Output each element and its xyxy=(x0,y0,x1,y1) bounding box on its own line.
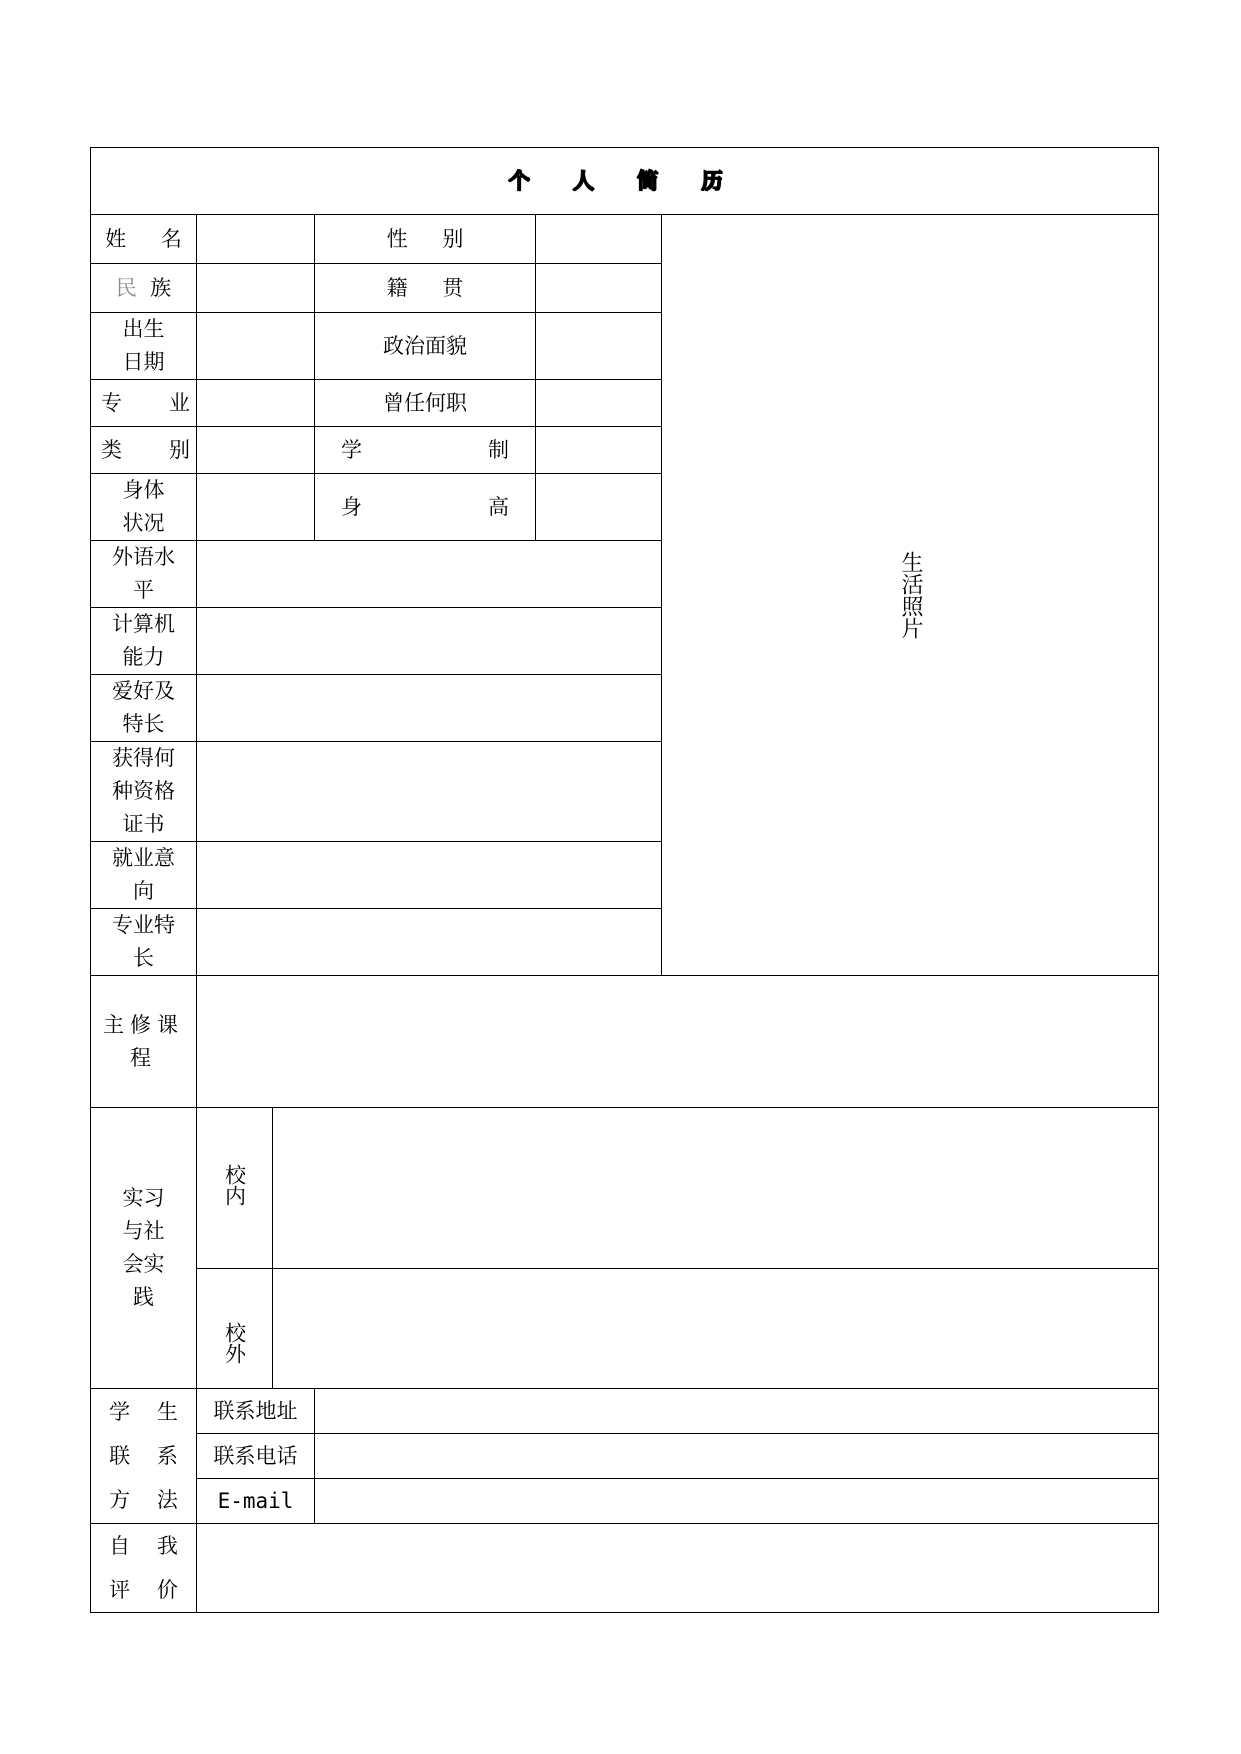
resume-table xyxy=(90,147,1159,1613)
health-label: 身体状况 xyxy=(91,474,197,541)
practice-label: 实习与社会实践 xyxy=(91,1108,197,1389)
certificate-label: 获得何种资格证书 xyxy=(91,742,197,842)
practice-outside-field[interactable] xyxy=(273,1269,1159,1389)
page-title: 个 人 简 历 xyxy=(91,148,1159,215)
phone-field[interactable] xyxy=(315,1434,1159,1479)
address-label: 联系地址 xyxy=(197,1389,315,1434)
courses-field[interactable] xyxy=(197,976,1159,1108)
ethnicity-label: 民 族 xyxy=(91,264,197,313)
position-label: 曾任何职 xyxy=(315,380,536,427)
health-field[interactable] xyxy=(197,474,315,541)
practice-inside-field[interactable] xyxy=(273,1108,1159,1269)
email-label: E-mail xyxy=(197,1479,315,1524)
height-label: 身 高 xyxy=(315,474,536,541)
practice-outside-label: 校外 xyxy=(197,1269,273,1389)
gender-field[interactable] xyxy=(536,215,662,264)
computer-label: 计算机能力 xyxy=(91,608,197,675)
schooling-label: 学 制 xyxy=(315,427,536,474)
ethnicity-field[interactable] xyxy=(197,264,315,313)
birth-date-field[interactable] xyxy=(197,313,315,380)
birth-date-label: 出生日期 xyxy=(91,313,197,380)
certificate-field[interactable] xyxy=(197,742,662,842)
computer-field[interactable] xyxy=(197,608,662,675)
name-field[interactable] xyxy=(197,215,315,264)
major-field[interactable] xyxy=(197,380,315,427)
height-field[interactable] xyxy=(536,474,662,541)
hometown-label: 籍 贯 xyxy=(315,264,536,313)
category-label: 类 别 xyxy=(91,427,197,474)
language-field[interactable] xyxy=(197,541,662,608)
category-field[interactable] xyxy=(197,427,315,474)
hometown-field[interactable] xyxy=(536,264,662,313)
political-status-field[interactable] xyxy=(536,313,662,380)
hobby-label: 爱好及特长 xyxy=(91,675,197,742)
gender-label: 性 别 xyxy=(315,215,536,264)
contact-label: 学 生 联 系 方 法 xyxy=(91,1389,197,1524)
courses-label: 主修课程 xyxy=(91,976,197,1108)
position-field[interactable] xyxy=(536,380,662,427)
career-label: 就业意向 xyxy=(91,842,197,909)
schooling-field[interactable] xyxy=(536,427,662,474)
specialty-field[interactable] xyxy=(197,909,1159,976)
language-label: 外语水平 xyxy=(91,541,197,608)
email-field[interactable] xyxy=(315,1479,1159,1524)
specialty-label: 专业特长 xyxy=(91,909,197,976)
address-field[interactable] xyxy=(315,1389,1159,1434)
hobby-field[interactable] xyxy=(197,675,662,742)
resume-sheet xyxy=(90,147,1158,1613)
phone-label: 联系电话 xyxy=(197,1434,315,1479)
practice-inside-label: 校内 xyxy=(197,1108,273,1269)
photo-label: 生活照片 xyxy=(898,551,924,639)
major-label: 专 业 xyxy=(91,380,197,427)
political-status-label: 政治面貌 xyxy=(315,313,536,380)
career-field[interactable] xyxy=(197,842,662,909)
photo-area[interactable] xyxy=(662,215,1159,976)
self-evaluation-label: 自 我 评 价 xyxy=(91,1524,197,1613)
name-label: 姓 名 xyxy=(91,215,197,264)
self-evaluation-field[interactable] xyxy=(197,1524,1159,1613)
